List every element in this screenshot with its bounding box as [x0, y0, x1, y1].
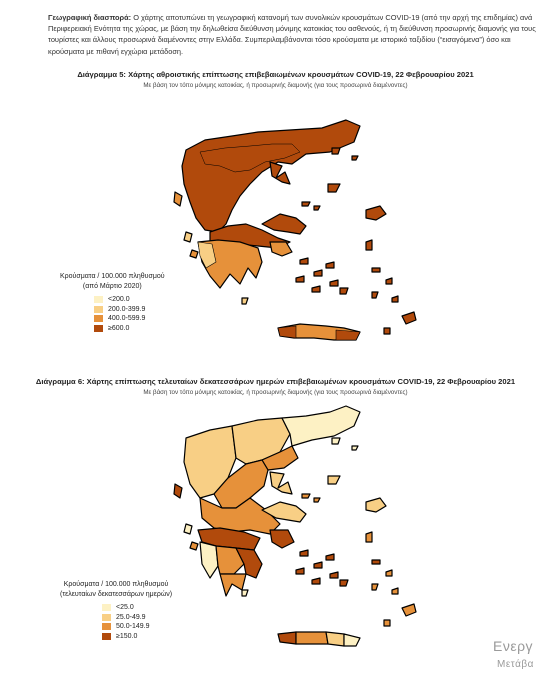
region-kefalonia	[184, 524, 192, 534]
legend-swatch	[102, 623, 111, 630]
watermark-line2: Μετάβα	[497, 659, 534, 670]
region-sporades	[302, 202, 320, 210]
region-kefalonia	[184, 232, 192, 242]
legend-label: <200.0	[108, 296, 130, 304]
region-evia	[262, 214, 306, 234]
region-north-mainland	[182, 120, 360, 232]
region-chalkidiki	[270, 472, 292, 494]
region-crete-heraklion	[326, 632, 344, 646]
region-thasos	[332, 148, 340, 154]
region-zakynthos	[190, 250, 198, 258]
figure6-legend-title-line2: (τελευταίων δεκατεσσάρων ημερών)	[60, 590, 173, 598]
region-samothraki	[352, 156, 358, 160]
figure5-legend	[60, 272, 165, 333]
figure5-legend-title-line1: Κρούσματα / 100.000 πληθυσμού	[60, 273, 165, 280]
region-peloponnese-west	[200, 542, 218, 578]
region-samothraki	[352, 446, 358, 450]
intro-label: Γεωγραφική διασπορά:	[48, 13, 132, 22]
region-attica	[270, 530, 294, 548]
figure5-legend-title-line2: (από Μάρτιο 2020)	[82, 282, 142, 290]
legend-label: 400.0-599.9	[108, 315, 146, 323]
figure6-legend	[60, 580, 172, 641]
region-chalkidiki	[270, 162, 290, 184]
legend-label: 200.0-399.9	[108, 305, 146, 313]
region-kythira	[242, 590, 248, 596]
intro-text: Ο χάρτης αποτυπώνει τη γεωγραφική κατανομή των συνολικών κρουσμάτων COVID-19 (από την αρχή της επιδημίας) ανά Περιφερειακή Ενότητα της χώρας, με βάση την δηλωθείσα διεύθυνση μόνιμης κατοικίας του ασθενούς, ή τη διεύθυνση προσωρινής διαμονής για τους τουρίστες και άλλους προσωρινά διαμένοντες στην Ελλάδα. Συμπεριλαμβάνονται τόσο κρούσματα με ιστορικό ταξιδίου (“εισαγόμενα”) όσο και κρούσματα με πιθανή εγχώρια μετάδοση.	[48, 13, 536, 56]
region-samos	[372, 268, 380, 272]
region-crete-west	[278, 632, 296, 644]
figure5-legend-title	[60, 272, 165, 291]
legend-swatch	[102, 614, 111, 621]
legend-row	[94, 314, 165, 324]
figure6-subtitle: Με βάση τον τόπο μόνιμης κατοικίας, ή προσωρινής διαμονής (για τους προσωρινά διαμένοντες)	[143, 389, 408, 396]
legend-swatch	[94, 296, 103, 303]
legend-label: 50.0-149.9	[116, 623, 150, 631]
region-crete-center	[296, 632, 328, 644]
legend-label: <25.0	[116, 604, 134, 612]
region-crete-east	[336, 330, 360, 340]
region-crete-east	[344, 634, 360, 646]
region-limnos	[328, 476, 340, 484]
legend-label: 25.0-49.9	[116, 613, 146, 621]
figure5-title: Διάγραμμα 5: Χάρτης αθροιστικής επίπτωσης επιβεβαιωμένων κρουσμάτων COVID-19, 22 Φεβρουαρίου 2021	[77, 70, 474, 79]
legend-row	[102, 613, 172, 623]
legend-row	[94, 295, 165, 305]
legend-swatch	[94, 306, 103, 313]
figure6-legend-title	[60, 580, 172, 599]
figure6-legend-title-line1: Κρούσματα / 100.000 πληθυσμού	[63, 581, 169, 588]
region-sporades	[302, 494, 320, 502]
figure5-subtitle: Με βάση τον τόπο μόνιμης κατοικίας, ή προσωρινής διαμονής (για τους προσωρινά διαμένοντες)	[143, 82, 408, 89]
region-cyclades	[296, 258, 348, 294]
region-lesvos	[366, 206, 386, 220]
region-corfu	[174, 192, 182, 206]
intro-paragraph	[48, 12, 544, 57]
region-north-east	[282, 406, 360, 446]
region-attica	[270, 242, 292, 256]
legend-row	[94, 324, 165, 334]
region-cyclades	[296, 550, 348, 586]
watermark-line1: Ενεργ	[493, 638, 534, 654]
region-dodecanese	[372, 570, 416, 626]
legend-label: ≥150.0	[116, 633, 138, 641]
legend-row	[102, 622, 172, 632]
legend-row	[102, 603, 172, 613]
legend-swatch	[102, 633, 111, 640]
region-limnos	[328, 184, 340, 192]
region-samos	[372, 560, 380, 564]
region-corfu	[174, 484, 182, 498]
legend-row	[102, 632, 172, 642]
region-lesvos	[366, 498, 386, 512]
legend-swatch	[94, 325, 103, 332]
region-kythira	[242, 298, 248, 304]
region-thasos	[332, 438, 340, 444]
legend-swatch	[102, 604, 111, 611]
region-chios	[366, 240, 372, 250]
region-zakynthos	[190, 542, 198, 550]
region-dodecanese	[372, 278, 416, 334]
figure6-title: Διάγραμμα 6: Χάρτης επίπτωσης τελευταίων δεκατεσσάρων ημερών επιβεβαιωμένων κρουσμάτων COVID-19, 22 Φεβρουαρίου 2021	[35, 377, 516, 386]
legend-row	[94, 305, 165, 315]
legend-swatch	[94, 315, 103, 322]
region-chios	[366, 532, 372, 542]
region-crete-west	[278, 326, 296, 338]
legend-label: ≥600.0	[108, 325, 130, 333]
